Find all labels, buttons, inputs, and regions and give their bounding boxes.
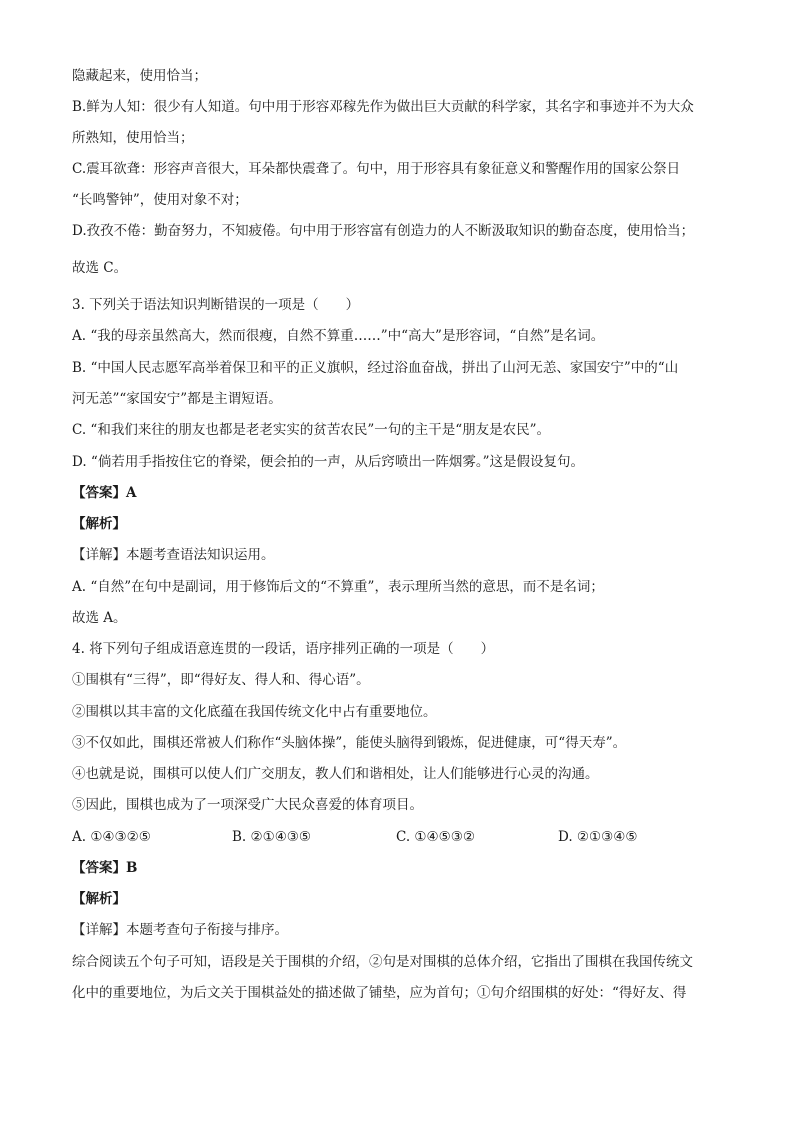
options-row (72, 827, 722, 847)
text-line: D.孜孜不倦：勤奋努力，不知疲倦。句中用于形容富有创造力的人不断汲取知识的勤奋态度，使用恰当； (72, 223, 695, 239)
detail-line: 【详解】本题考查句子衔接与排序。 (72, 922, 288, 938)
sentence-4: ④也就是说，围棋可以使人们广交朋友，教人们和谐相处，让人们能够进行心灵的沟通。 (72, 766, 599, 782)
text-line: 故选 C。 (72, 260, 128, 276)
text-line: 所熟知，使用恰当； (72, 130, 194, 146)
analysis-label: 【解析】 (72, 516, 126, 532)
text-line: 故选 A。 (72, 610, 127, 626)
detail-line: 【详解】本题考查语法知识运用。 (72, 547, 275, 563)
text-line: 综合阅读五个句子可知，语段是关于围棋的介绍，②句是对围棋的总体介绍，它指出了围棋在我国传统文 (72, 954, 693, 970)
text-line: C.震耳欲聋：形容声音很大，耳朵都快震聋了。句中，用于形容具有象征意义和警醒作用的国家公祭日 (72, 161, 681, 177)
sentence-3: ③不仅如此，围棋还常被人们称作“头脑体操”，能使头脑得到锻炼，促进健康，可“得天寿”。 (72, 735, 627, 751)
option-d: D. ②①③④⑤ (558, 829, 638, 845)
sentence-2: ②围棋以其丰富的文化底蕴在我国传统文化中占有重要地位。 (72, 704, 437, 720)
option-b: B. “中国人民志愿军高举着保卫和平的正义旗帜，经过浴血奋战，拼出了山河无恙、家国安宁”中的“山 (72, 360, 679, 376)
question-4: 4. 将下列句子组成语意连贯的一段话，语序排列正确的一项是（ ） (72, 641, 495, 657)
analysis-label: 【解析】 (72, 891, 126, 907)
text-line: 隐藏起来，使用恰当； (72, 68, 207, 84)
option-b: B. ②①④③⑤ (232, 829, 312, 845)
text-line: 河无恙”“家国安宁”都是主谓短语。 (72, 391, 282, 407)
question-3: 3. 下列关于语法知识判断错误的一项是（ ） (72, 297, 360, 313)
option-a: A. ①④③②⑤ (72, 829, 151, 845)
option-c: C. ①④⑤③② (396, 829, 475, 845)
text-line: “长鸣警钟”，使用对象不对； (72, 192, 248, 208)
text-line: A. “自然”在句中是副词，用于修饰后文的“不算重”，表示理所当然的意思，而不是名词； (72, 579, 604, 595)
sentence-1: ①围棋有“三得”，即“得好友、得人和、得心语”。 (72, 672, 370, 688)
sentence-5: ⑤因此，围棋也成为了一项深受广大民众喜爱的体育项目。 (72, 797, 423, 813)
text-line: 化中的重要地位，为后文关于围棋益处的描述做了铺垫，应为首句；①句介绍围棋的好处：“得好友、得 (72, 985, 687, 1001)
answer-label: 【答案】B (72, 860, 138, 876)
option-c: C. “和我们来往的朋友也都是老老实实的贫苦农民”一句的主干是“朋友是农民”。 (72, 422, 551, 438)
option-d: D. “倘若用手指按住它的脊梁，便会拍的一声，从后窍喷出一阵烟雾。”这是假设复句。 (72, 454, 584, 470)
answer-label: 【答案】A (72, 485, 137, 501)
option-a: A. “我的母亲虽然高大，然而很瘦，自然不算重……”中“高大”是形容词，“自然”是名词。 (72, 328, 605, 344)
text-line: B.鲜为人知：很少有人知道。句中用于形容邓稼先作为做出巨大贡献的科学家，其名字和事迹并不为大众 (72, 99, 694, 115)
